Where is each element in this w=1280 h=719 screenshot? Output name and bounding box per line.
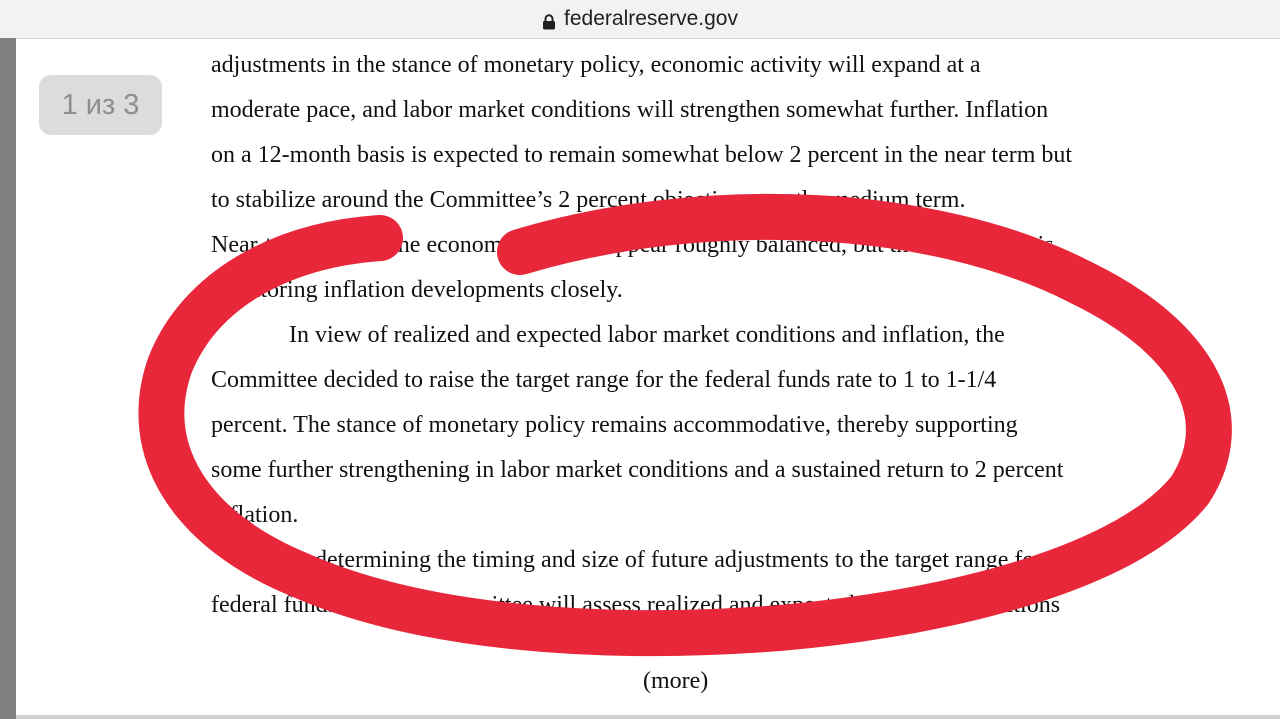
lock-icon [542,12,556,28]
doc-line: monitoring inflation developments closely. [211,277,623,303]
doc-line: adjustments in the stance of monetary policy, economic activity will expand at a [211,52,981,78]
doc-line: In view of realized and expected labor market conditions and inflation, the [289,322,1005,348]
doc-line: inflation. [211,502,299,528]
doc-line: on a 12-month basis is expected to remain somewhat below 2 percent in the near term but [211,142,1073,168]
doc-line: Near-term risks to the economic outlook appear roughly balanced, but the Committee is [211,232,1054,258]
url-host: federalreserve.gov [564,7,738,30]
doc-line: percent. The stance of monetary policy remains accommodative, thereby supporting [211,412,1018,438]
doc-line: some further strengthening in labor market conditions and a sustained return to 2 percent [211,457,1064,483]
doc-line: In determining the timing and size of future adjustments to the target range for the [289,547,1078,573]
doc-line: federal funds rate, the Committee will assess realized and expected economic conditions [211,592,1061,618]
address-bar[interactable] [0,0,1280,39]
viewer-side-strip [0,38,16,719]
doc-line: Committee decided to raise the target range for the federal funds rate to 1 to 1-1/4 [211,367,997,393]
doc-line: moderate pace, and labor market conditions will strengthen somewhat further. Inflation [211,97,1049,123]
page-indicator: 1 из 3 [39,75,162,135]
doc-line: to stabilize around the Committee’s 2 percent objective over the medium term. [211,187,966,213]
more-label: (more) [643,668,709,694]
viewer-bottom-edge [16,715,1280,719]
